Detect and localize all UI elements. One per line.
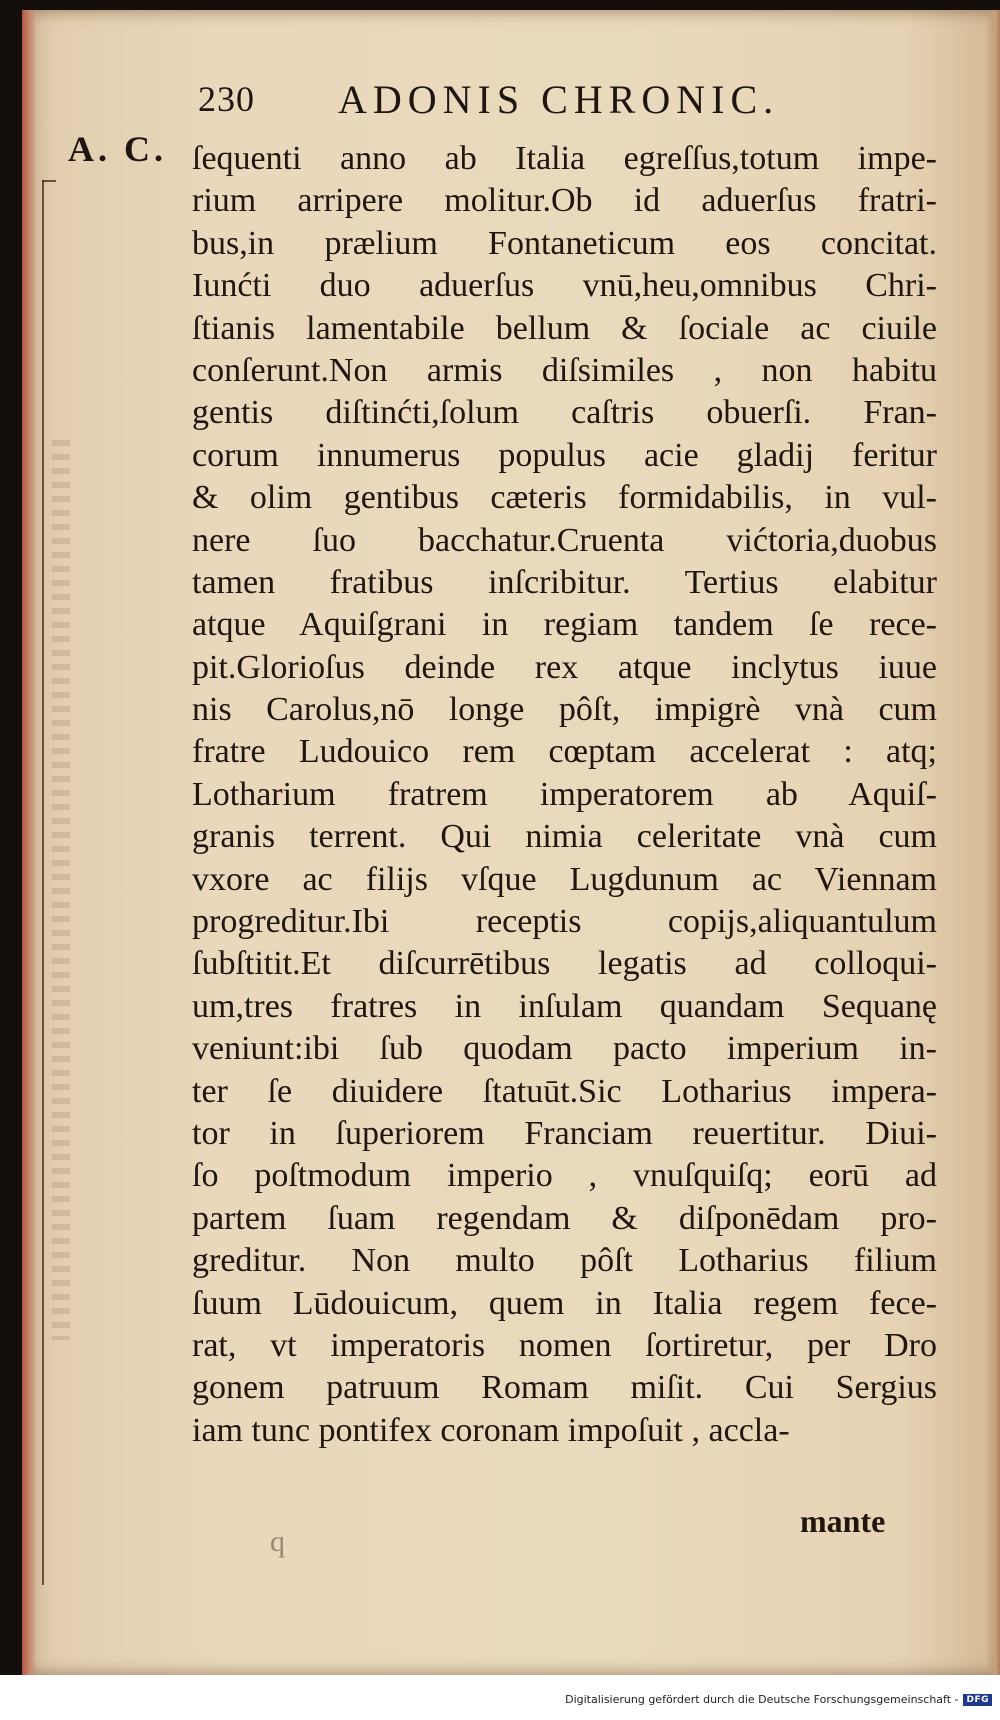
credit-text: Digitalisierung gefördert durch die Deutsche Forschungsgemeinschaft -	[565, 1693, 959, 1706]
text-line: conſerunt.Non armis diſsimiles , non habitu	[192, 351, 937, 389]
text-line: bus,in prælium Fontaneticum eos concitat.	[192, 224, 937, 262]
text-line: ſtianis lamentabile bellum & ſociale ac ciuile	[192, 309, 937, 347]
text-line: progreditur.Ibi receptis copijs,aliquantulum	[192, 903, 937, 941]
text-line: gonem patruum Romam miſit. Cui Sergius	[192, 1369, 937, 1407]
page-right-edge	[986, 10, 1000, 1675]
text-line: atque Aquiſgrani in regiam tandem ſe rece-	[192, 606, 937, 644]
text-line: greditur. Non multo pôſt Lotharius filium	[192, 1242, 937, 1280]
bleed-through	[52, 440, 70, 1340]
signature-mark: q	[270, 1525, 299, 1558]
text-line: fratre Ludouico rem cœptam accelerat : atq;	[192, 733, 937, 771]
text-line: granis terrent. Qui nimia celeritate vnà cum	[192, 818, 937, 856]
catchword: mante	[800, 1503, 886, 1539]
text-line: Iunćti duo aduerſus vnū,heu,omnibus Chri-	[192, 267, 937, 305]
text-line: gentis diſtinćti,ſolum caſtris obuerſi. Fran-	[192, 394, 937, 432]
text-line: partem ſuam regendam & diſponēdam pro-	[192, 1199, 937, 1237]
digitization-credit	[565, 1693, 992, 1706]
page-number: 230	[198, 79, 255, 119]
text-line: tor in ſuperiorem Franciam reuertitur. Diui-	[192, 1114, 937, 1152]
margin-rule	[42, 180, 44, 1585]
text-line: um,tres fratres in inſulam quandam Sequanę	[192, 987, 937, 1025]
text-line: nis Carolus,nō longe pôſt, impigrè vnà cum	[192, 691, 937, 729]
text-line: nere ſuo bacchatur.Cruenta vićtoria,duobus	[192, 521, 937, 559]
text-line: Lotharium fratrem imperatorem ab Aquiſ-	[192, 775, 937, 813]
text-line: vxore ac filijs vſque Lugdunum ac Viennam	[192, 860, 937, 898]
text-line: ſo poſtmodum imperio , vnuſquiſq; eorū ad	[192, 1157, 937, 1195]
text-line: iam tunc pontifex coronam impoſuit , accla-	[192, 1411, 790, 1449]
text-line: rat, vt imperatoris nomen ſortiretur, per Dro	[192, 1326, 937, 1364]
text-line: & olim gentibus cæteris formidabilis, in vul-	[192, 479, 937, 517]
margin-rule-top	[42, 180, 56, 182]
text-line: corum innumerus populus acie gladij feritur	[192, 436, 937, 474]
text-line: veniunt:ibi ſub quodam pacto imperium in-	[192, 1030, 937, 1068]
running-head: ADONIS CHRONIC.	[338, 77, 780, 122]
text-line: ſubſtitit.Et diſcurrētibus legatis ad colloqui-	[192, 945, 937, 983]
dfg-logo: DFG	[963, 1694, 992, 1706]
text-line: tamen fratibus inſcribitur. Tertius elabitur	[192, 563, 937, 601]
page-header	[198, 78, 858, 128]
text-line: ſequenti anno ab Italia egreſſus,totum impe-	[192, 140, 937, 177]
text-line: ter ſe diuidere ſtatuūt.Sic Lotharius impera-	[192, 1072, 937, 1110]
text-line: pit.Glorioſus deinde rex atque inclytus iuue	[192, 648, 937, 686]
page-left-edge	[22, 10, 36, 1675]
text-line: ſuum Lūdouicum, quem in Italia regem fece-	[192, 1284, 937, 1322]
body-text	[192, 138, 937, 1452]
text-line: rium arripere molitur.Ob id aduerſus fratri-	[192, 182, 937, 220]
marginal-note: A. C.	[68, 129, 167, 169]
